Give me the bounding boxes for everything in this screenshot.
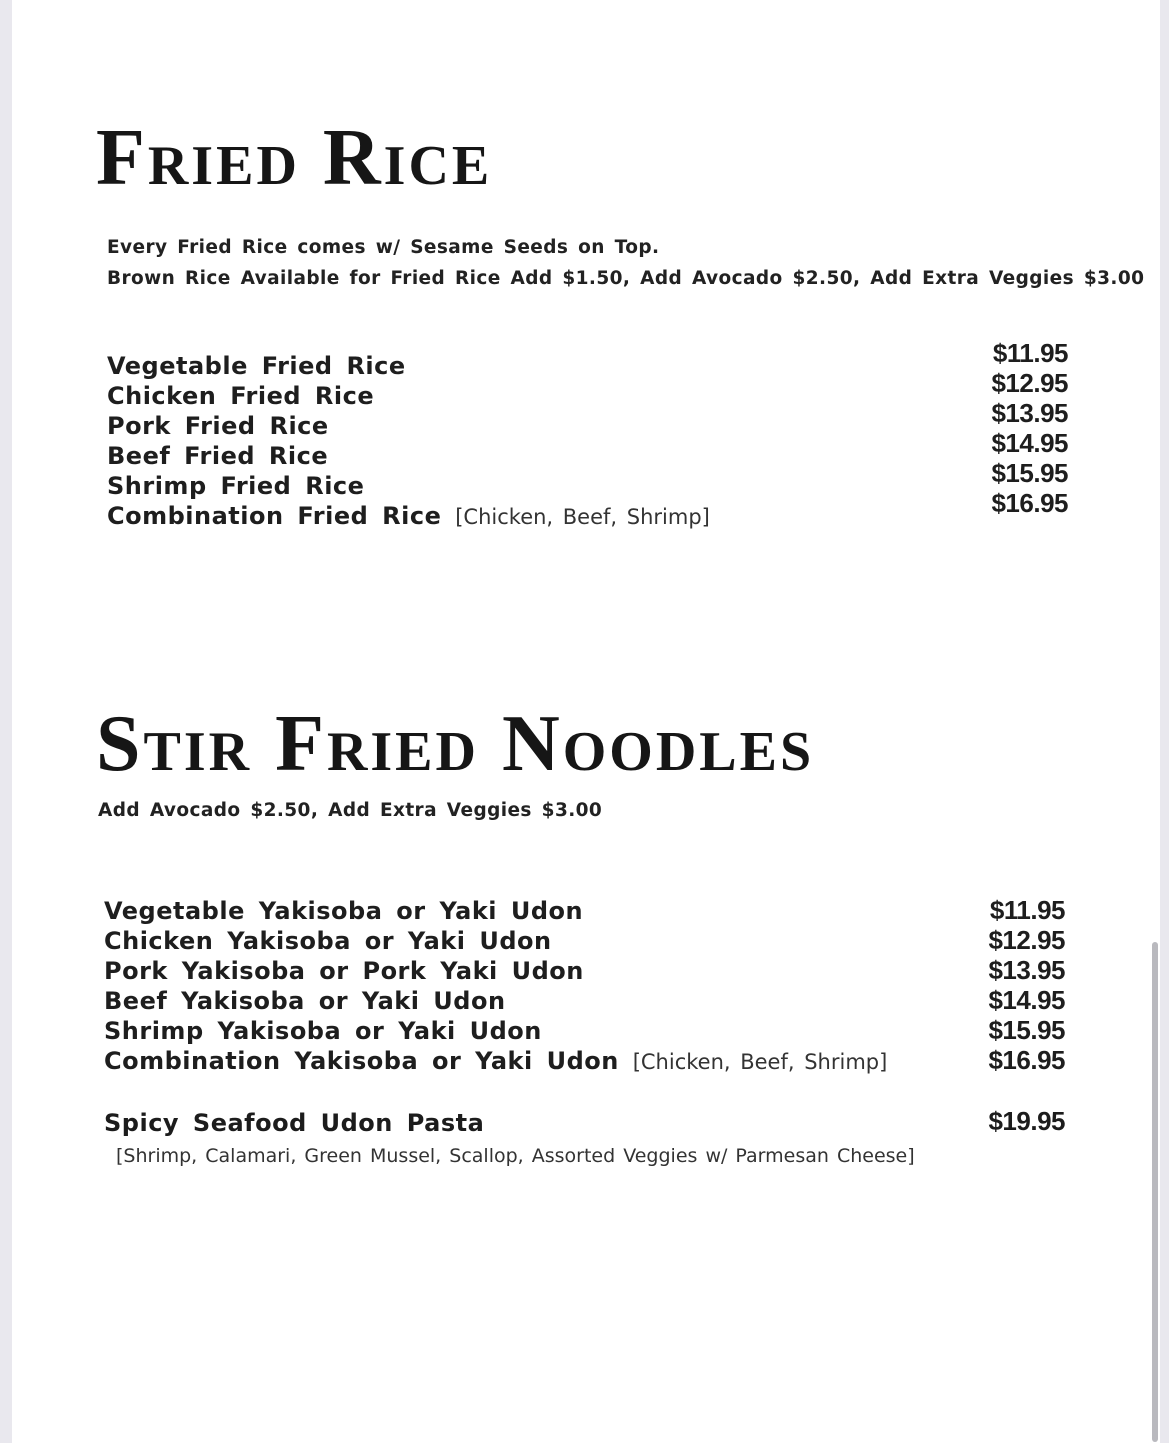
- menu-item: [107, 442, 710, 472]
- special-item-price: $19.95: [988, 1106, 1065, 1136]
- item-name: Beef Fried Rice: [107, 442, 329, 470]
- item-detail: [Chicken, Beef, Shrimp]: [455, 505, 710, 529]
- item-name: Shrimp Fried Rice: [107, 472, 365, 500]
- fried-rice-note-sesame: Every Fried Rice comes w/ Sesame Seeds on Top.: [107, 237, 660, 258]
- menu-item: [107, 472, 710, 502]
- item-price: $15.95: [988, 1015, 1065, 1045]
- fried-rice-price-list: [991, 338, 1068, 518]
- noodles-note-addons: Add Avocado $2.50, Add Extra Veggies $3.00: [98, 800, 603, 821]
- item-name: Chicken Yakisoba or Yaki Udon: [104, 927, 552, 955]
- item-price: $13.95: [988, 955, 1065, 985]
- fried-rice-item-list: [107, 352, 710, 532]
- menu-page: [12, 0, 1160, 1443]
- menu-item: [104, 1017, 887, 1047]
- item-price: $14.95: [991, 428, 1068, 458]
- item-name: Pork Yakisoba or Pork Yaki Udon: [104, 957, 584, 985]
- item-price: $14.95: [988, 985, 1065, 1015]
- menu-item: [104, 897, 887, 927]
- fried-rice-title: Fried Rice: [96, 114, 493, 202]
- menu-item: [107, 502, 710, 532]
- special-item-name: Spicy Seafood Udon Pasta: [104, 1109, 485, 1137]
- item-price: $11.95: [989, 895, 1065, 925]
- menu-item: [104, 987, 887, 1017]
- item-name: Chicken Fried Rice: [107, 382, 375, 410]
- menu-item: [107, 352, 710, 382]
- item-price: $16.95: [991, 488, 1068, 518]
- item-price: $15.95: [991, 458, 1068, 488]
- special-item-detail: [Shrimp, Calamari, Green Mussel, Scallop, Assorted Veggies w/ Parmesan Cheese]: [116, 1145, 915, 1167]
- item-name: Vegetable Fried Rice: [107, 352, 406, 380]
- menu-item: [104, 957, 887, 987]
- item-price: $13.95: [991, 398, 1068, 428]
- item-name: Vegetable Yakisoba or Yaki Udon: [104, 897, 584, 925]
- item-price: $12.95: [991, 368, 1068, 398]
- vertical-scrollbar[interactable]: [1152, 942, 1158, 1442]
- item-name: Combination Fried Rice: [107, 502, 442, 530]
- item-name: Pork Fried Rice: [107, 412, 329, 440]
- menu-item: [107, 412, 710, 442]
- item-name: Beef Yakisoba or Yaki Udon: [104, 987, 506, 1015]
- item-price: $16.95: [988, 1045, 1065, 1075]
- stir-fried-noodles-title: Stir Fried Noodles: [96, 700, 815, 788]
- menu-item: [104, 1047, 887, 1077]
- item-price: $11.95: [992, 338, 1068, 368]
- noodles-item-list: [104, 897, 887, 1077]
- item-name: Combination Yakisoba or Yaki Udon: [104, 1047, 619, 1075]
- item-name: Shrimp Yakisoba or Yaki Udon: [104, 1017, 542, 1045]
- item-detail: [Chicken, Beef, Shrimp]: [632, 1050, 888, 1074]
- fried-rice-note-addons: Brown Rice Available for Fried Rice Add $1.50, Add Avocado $2.50, Add Extra Veggies $3.00: [107, 268, 1145, 289]
- item-price: $12.95: [988, 925, 1065, 955]
- menu-item: [107, 382, 710, 412]
- noodles-price-list: [988, 895, 1065, 1075]
- menu-item: [104, 927, 887, 957]
